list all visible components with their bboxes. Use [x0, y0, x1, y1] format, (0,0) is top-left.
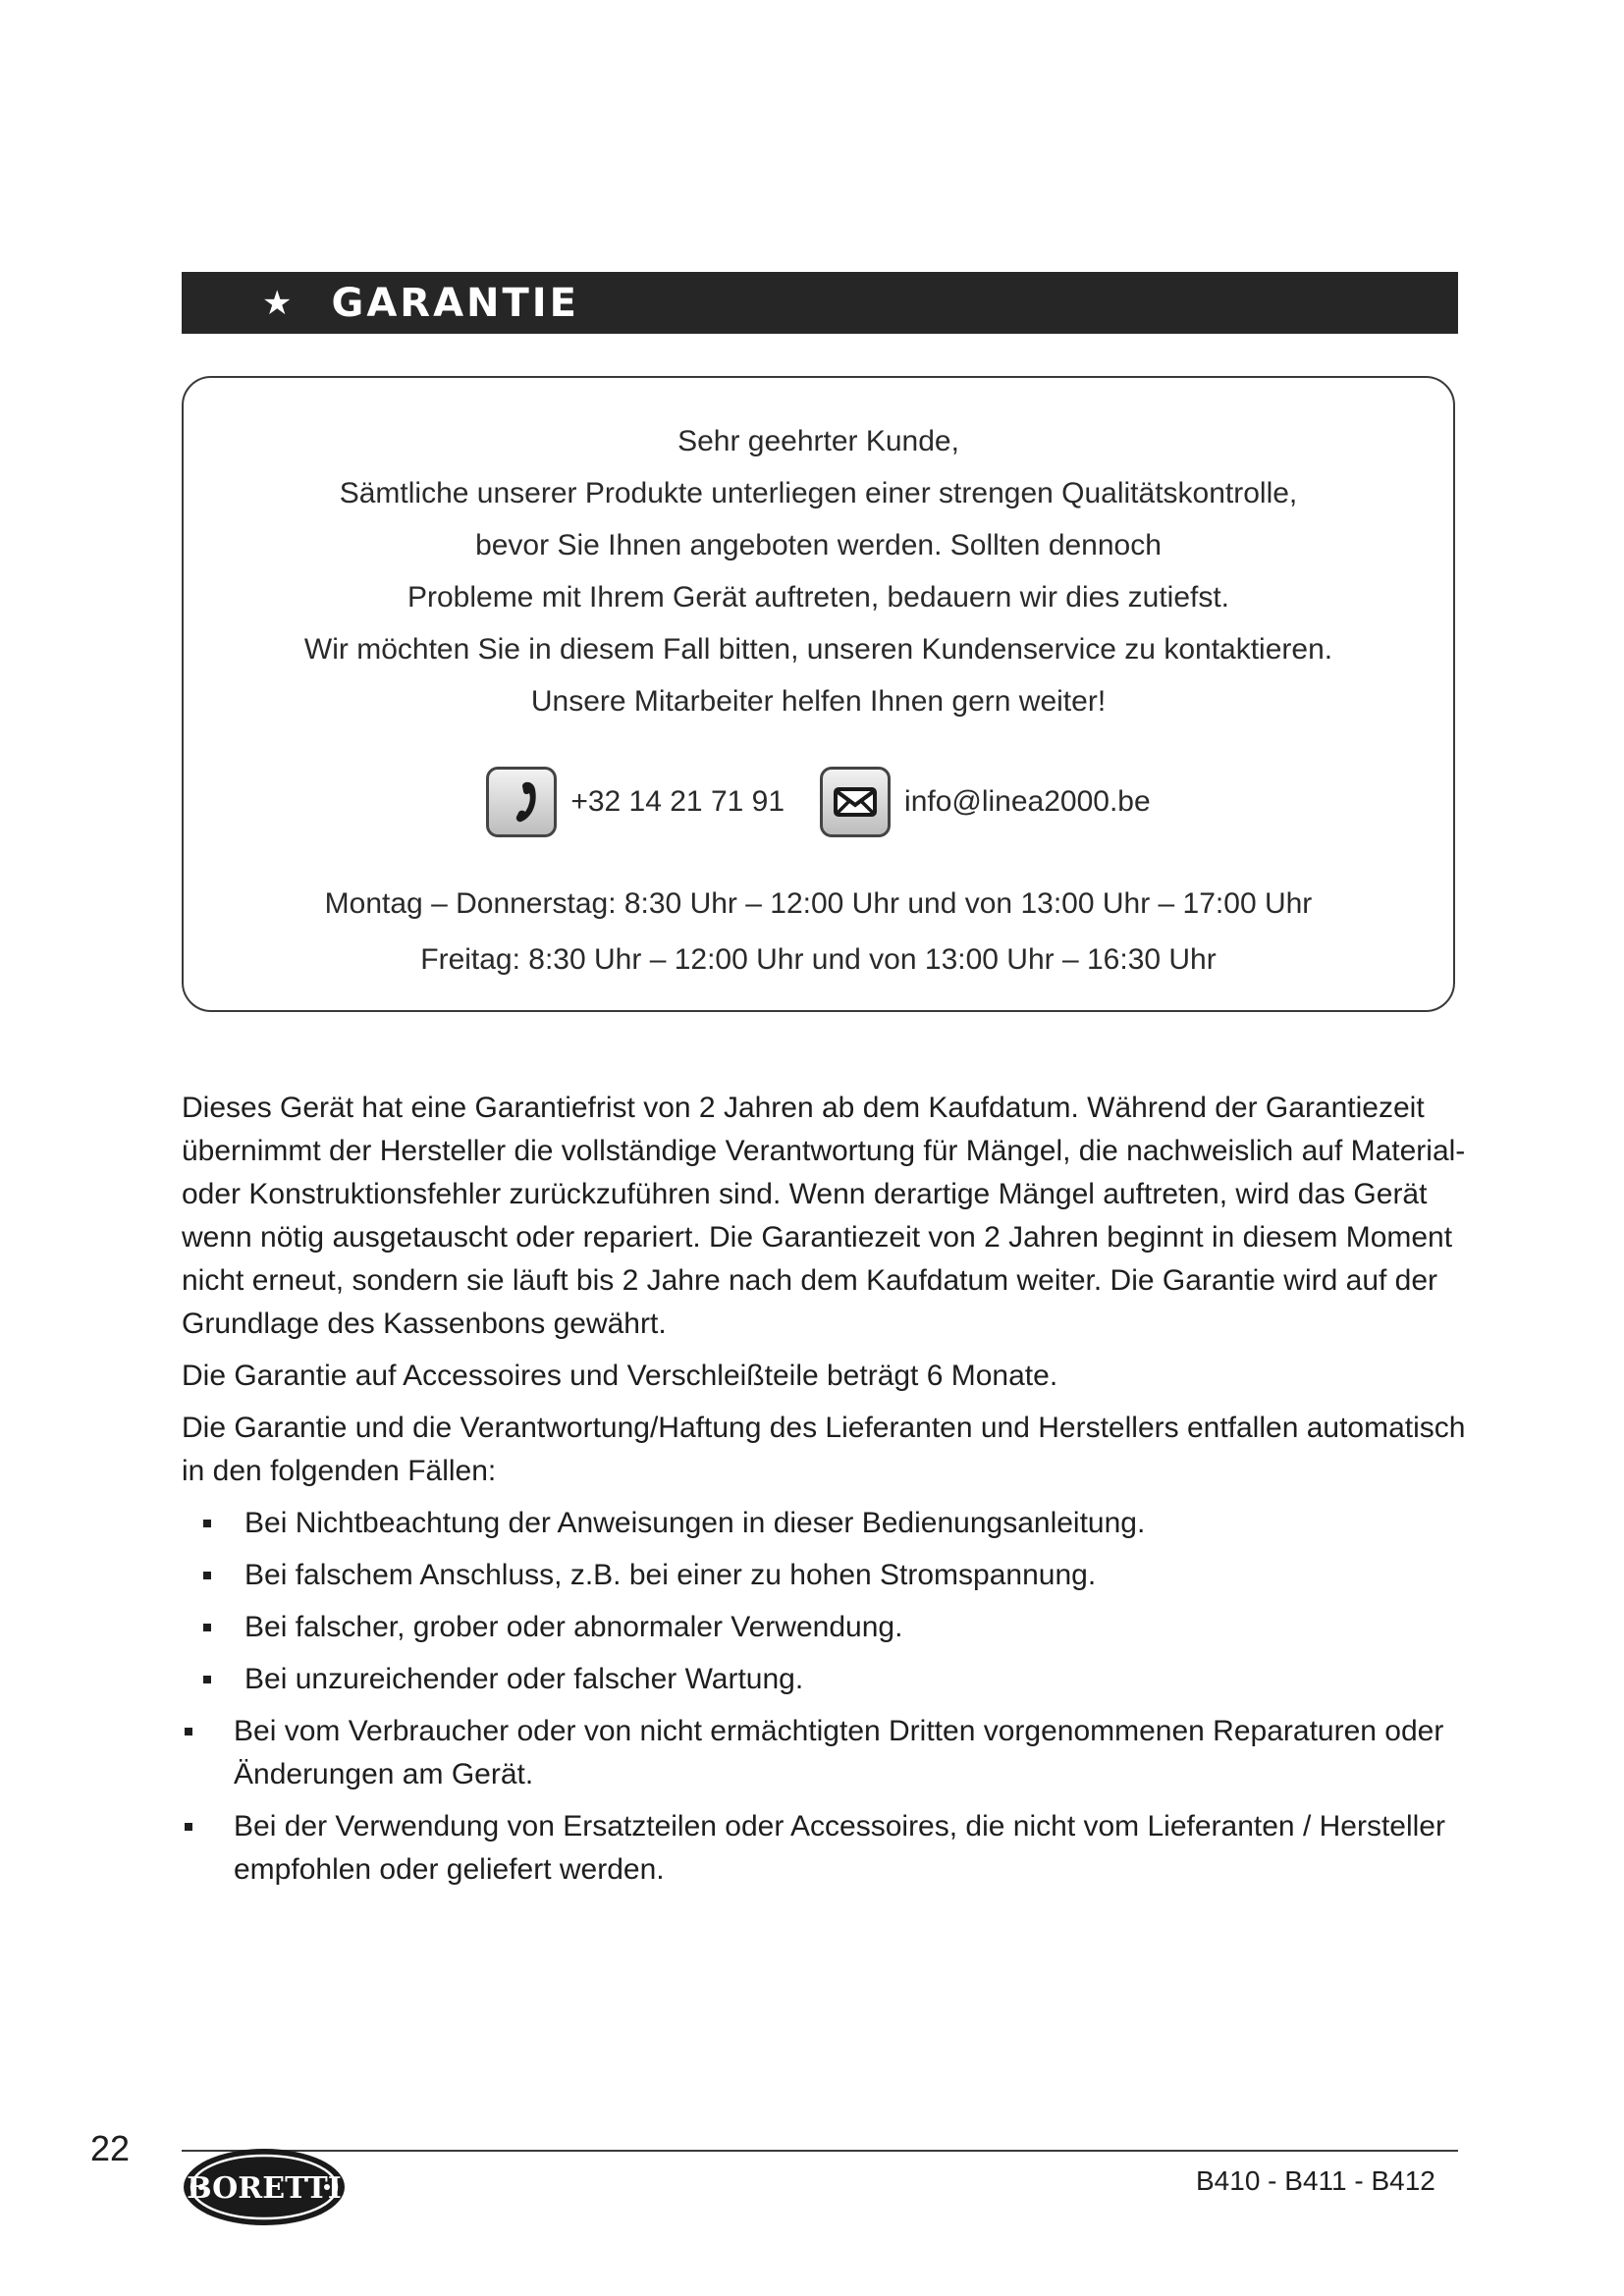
- warranty-text: [182, 1087, 1478, 1900]
- hours-line: Montag – Donnerstag: 8:30 Uhr – 12:00 Uhr und von 13:00 Uhr – 17:00 Uhr: [324, 887, 1313, 920]
- boretti-logo: [182, 2144, 347, 2230]
- greeting-line: bevor Sie Ihnen angeboten werden. Sollten dennoch: [475, 529, 1162, 561]
- logo-text: BORETTI: [187, 2171, 342, 2206]
- list-item: Bei Nichtbeachtung der Anweisungen in dieser Bedienungsanleitung.: [182, 1502, 1478, 1545]
- hours-line: Freitag: 8:30 Uhr – 12:00 Uhr und von 13:00 Uhr – 16:30 Uhr: [420, 943, 1217, 976]
- page-number: 22: [90, 2128, 131, 2168]
- email-address[interactable]: info@linea2000.be: [904, 785, 1151, 818]
- paragraph: Dieses Gerät hat eine Garantiefrist von 2 Jahren ab dem Kaufdatum. Während der Garantiezeit übernimmt der Hersteller die vollständige Verantwortung für Mängel, die nachweislich auf Material- oder Konstruktionsfehler zurückzuführen sind. Wenn derartige Mängel auftreten, wird das Gerät wenn nötig ausgetauscht oder repariert. Die Garantiezeit von 2 Jahren beginnt in diesem Moment nicht erneut, sondern sie läuft bis 2 Jahre nach dem Kaufdatum weiter. Die Garantie wird auf der Grundlage des Kassenbons gewährt.: [182, 1092, 1466, 1340]
- greeting-line: Probleme mit Ihrem Gerät auftreten, bedauern wir dies zutiefst.: [406, 581, 1230, 614]
- greeting-line: Wir möchten Sie in diesem Fall bitten, unseren Kundenservice zu kontaktieren.: [303, 633, 1333, 666]
- list-item: Bei der Verwendung von Ersatzteilen oder Accessoires, die nicht vom Lieferanten / Hersteller empfohlen oder geliefert werden.: [182, 1805, 1478, 1892]
- section-header-bar: [182, 272, 1458, 334]
- list-item: Bei falscher, grober oder abnormaler Verwendung.: [182, 1606, 1478, 1649]
- list-item: Bei falschem Anschluss, z.B. bei einer zu hohen Stromspannung.: [182, 1554, 1478, 1597]
- paragraph: Die Garantie und die Verantwortung/Haftung des Lieferanten und Herstellers entfallen automatisch in den folgenden Fällen:: [182, 1412, 1466, 1487]
- list-item: Bei vom Verbraucher oder von nicht ermächtigten Dritten vorgenommenen Reparaturen oder Änderungen am Gerät.: [182, 1710, 1478, 1796]
- customer-service-box: [182, 376, 1455, 1012]
- model-numbers: B410 - B411 - B412: [1196, 2165, 1435, 2196]
- email-group: [820, 767, 1151, 837]
- envelope-icon: [820, 767, 891, 837]
- section-title: GARANTIE: [331, 280, 579, 326]
- star-icon: ★: [262, 284, 293, 322]
- paragraph: Die Garantie auf Accessoires und Verschleißteile beträgt 6 Monate.: [182, 1360, 1058, 1392]
- list-item: Bei unzureichender oder falscher Wartung.: [182, 1658, 1478, 1701]
- phone-icon: [486, 767, 557, 837]
- footer-divider: [182, 2150, 1458, 2152]
- exclusion-list: [182, 1502, 1478, 1892]
- greeting-text: [184, 378, 1453, 727]
- greeting-line: Unsere Mitarbeiter helfen Ihnen gern weiter!: [530, 685, 1107, 718]
- greeting-line: Sehr geehrter Kunde,: [677, 425, 959, 457]
- phone-number[interactable]: +32 14 21 71 91: [570, 785, 785, 818]
- opening-hours: [184, 876, 1453, 988]
- greeting-line: Sämtliche unserer Produkte unterliegen einer strengen Qualitätskontrolle,: [339, 477, 1298, 509]
- contact-row: [184, 767, 1453, 837]
